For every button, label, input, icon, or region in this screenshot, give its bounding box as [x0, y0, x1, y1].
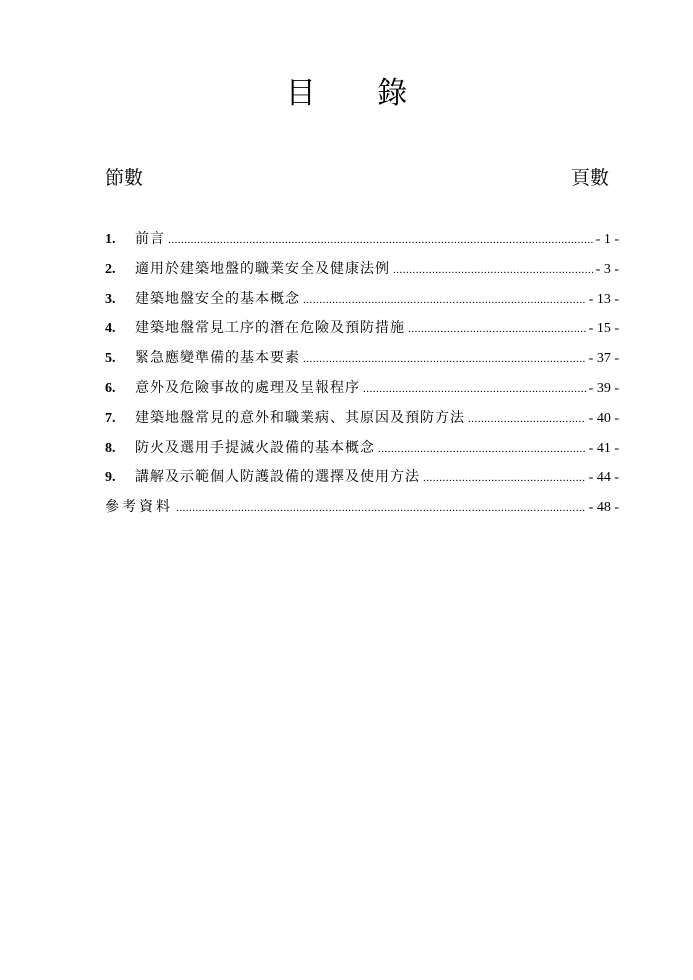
toc-leader-dots	[303, 353, 586, 365]
toc-entry-page: - 39 -	[588, 380, 619, 396]
toc-leader-dots	[408, 323, 586, 335]
toc-entry-title: 建築地盤常見的意外和職業病、其原因及預防方法	[135, 409, 465, 426]
toc-leader-dots	[393, 264, 593, 276]
page-title: 目 錄	[285, 76, 434, 111]
toc-entry-page: - 44 -	[588, 470, 619, 486]
toc-entry-page: - 1 -	[595, 232, 619, 247]
toc-leader-dots	[303, 294, 586, 306]
toc-entry-page: - 13 -	[588, 291, 619, 307]
toc-leader-dots	[168, 234, 593, 246]
toc-entry-number: 1.	[105, 232, 116, 247]
toc-entry-title: 參考資料	[105, 499, 173, 516]
toc-entry-page: - 40 -	[588, 410, 619, 426]
toc-entry-title: 建築地盤安全的基本概念	[135, 290, 300, 307]
toc-entry-number: 4.	[105, 321, 116, 337]
toc-entry-page: - 41 -	[588, 440, 619, 456]
toc-leader-dots	[176, 502, 586, 514]
toc-entry[interactable]	[105, 466, 619, 496]
toc-entry-number: 8.	[105, 440, 116, 456]
toc-entry-number: 3.	[105, 291, 116, 307]
toc-leader-dots	[363, 383, 586, 395]
toc-entry-title: 建築地盤常見工序的潛在危險及預防措施	[135, 320, 405, 337]
toc-entry[interactable]	[105, 228, 619, 258]
toc-entry-title: 意外及危險事故的處理及呈報程序	[135, 379, 360, 396]
toc-entry[interactable]	[105, 258, 619, 288]
page-column-header: 頁數	[570, 167, 609, 189]
toc-entry-number: 7.	[105, 410, 116, 426]
toc-entry[interactable]	[105, 347, 619, 377]
toc-leader-dots	[423, 472, 586, 484]
toc-entry[interactable]	[105, 407, 619, 437]
toc-leader-dots	[468, 413, 586, 425]
toc-entry[interactable]	[105, 437, 619, 467]
toc-entry[interactable]	[105, 288, 619, 318]
toc-entry-page: - 15 -	[588, 321, 619, 337]
toc-entry-title: 前言	[135, 231, 165, 247]
toc-entry[interactable]	[105, 317, 619, 347]
toc-entry-references[interactable]	[105, 496, 619, 526]
toc-entry-number: 6.	[105, 380, 116, 396]
toc-entry-page: - 3 -	[595, 261, 619, 277]
toc-entry-title: 緊急應變準備的基本要素	[135, 350, 300, 367]
toc-entry-title: 防火及選用手提滅火設備的基本概念	[135, 439, 375, 456]
toc-entry-number: 2.	[105, 261, 116, 277]
toc-entry-page: - 37 -	[588, 351, 619, 367]
toc-entry-page: - 48 -	[588, 500, 619, 516]
table-of-contents	[105, 228, 619, 526]
toc-entry-number: 9.	[105, 470, 116, 486]
toc-entry-title: 講解及示範個人防護設備的選擇及使用方法	[135, 469, 420, 486]
toc-leader-dots	[378, 443, 586, 455]
toc-entry[interactable]	[105, 377, 619, 407]
section-column-header: 節數	[105, 167, 144, 189]
toc-entry-number: 5.	[105, 351, 116, 367]
toc-entry-title: 適用於建築地盤的職業安全及健康法例	[135, 260, 390, 277]
